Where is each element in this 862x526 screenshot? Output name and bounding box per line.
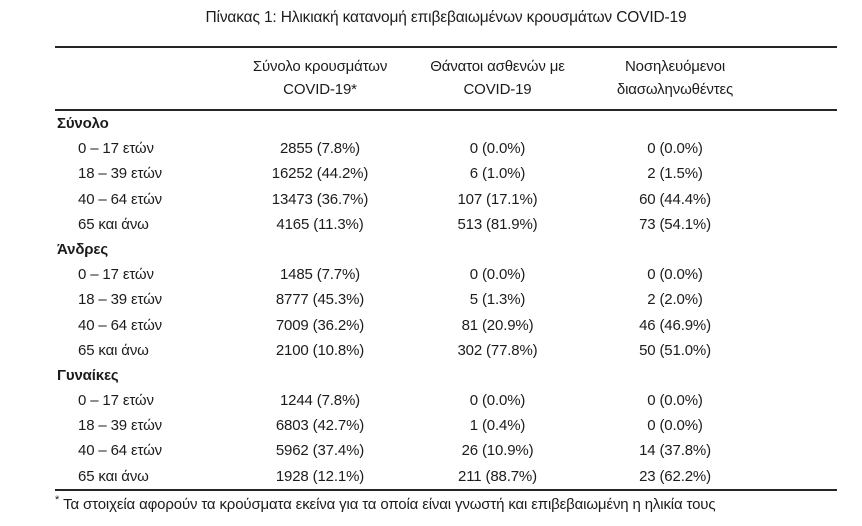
row-label-cell: 0 – 17 ετών <box>78 140 154 158</box>
cases-cell: 2855 (7.8%) <box>279 140 361 158</box>
intubated-cell: 50 (51.0%) <box>639 341 711 359</box>
section-label: Άνδρες <box>57 240 109 258</box>
row-label-cell: 40 – 64 ετών <box>78 316 163 334</box>
table-row <box>55 413 837 438</box>
intubated-cell: 60 (44.4%) <box>639 190 711 208</box>
intubated-cell: 2 (2.0%) <box>647 291 703 309</box>
cases-cell: 8777 (45.3%) <box>275 291 365 309</box>
header-intubated-line2: διασωληνωθέντες <box>616 81 734 98</box>
row-label-cell: 65 και άνω <box>78 341 149 359</box>
row-label-cell: 18 – 39 ετών <box>78 417 163 435</box>
data-table <box>55 46 837 491</box>
row-label-cell: 0 – 17 ετών <box>78 266 154 284</box>
intubated-cell: 0 (0.0%) <box>647 140 703 158</box>
header-cases-line2: COVID-19* <box>283 81 357 98</box>
header-intubated-line1: Νοσηλευόμενοι <box>624 58 726 75</box>
page-title: Πίνακας 1: Ηλικιακή κατανομή επιβεβαιωμένων κρουσμάτων COVID-19 <box>205 9 687 26</box>
table-row <box>55 438 837 463</box>
table-row <box>55 262 837 287</box>
row-label-cell: 0 – 17 ετών <box>78 392 154 410</box>
row-label-cell: 65 και άνω <box>78 467 149 485</box>
intubated-cell: 0 (0.0%) <box>647 266 703 284</box>
cases-cell: 1244 (7.8%) <box>279 392 361 410</box>
intubated-cell: 14 (37.8%) <box>639 442 711 460</box>
table-row <box>55 161 837 186</box>
deaths-cell: 0 (0.0%) <box>469 140 526 158</box>
header-cell-intubated <box>595 55 755 101</box>
cases-cell: 13473 (36.7%) <box>271 190 369 208</box>
table-row <box>55 388 837 413</box>
table-row <box>55 287 837 312</box>
section-label-row <box>55 111 837 136</box>
section-women <box>55 363 837 489</box>
intubated-cell: 2 (1.5%) <box>647 165 703 183</box>
deaths-cell: 6 (1.0%) <box>469 165 526 183</box>
intubated-cell: 0 (0.0%) <box>647 417 703 435</box>
deaths-cell: 0 (0.0%) <box>469 266 526 284</box>
table-row <box>55 187 837 212</box>
section-label: Σύνολο <box>57 115 109 132</box>
deaths-cell: 5 (1.3%) <box>469 291 526 309</box>
section-men <box>55 237 837 363</box>
table-row <box>55 313 837 338</box>
header-deaths-line2: COVID-19 <box>463 81 532 98</box>
table-row <box>55 338 837 363</box>
cases-cell: 6803 (42.7%) <box>275 417 365 435</box>
row-label-cell: 65 και άνω <box>78 215 149 233</box>
section-label-row <box>55 363 837 388</box>
deaths-cell: 81 (20.9%) <box>461 316 534 334</box>
table-row <box>55 212 837 237</box>
header-cases-line1: Σύνολο κρουσμάτων <box>252 58 388 75</box>
section-label-row <box>55 237 837 262</box>
table-row <box>55 136 837 161</box>
row-label-cell: 18 – 39 ετών <box>78 165 163 183</box>
header-cell-deaths <box>400 55 595 101</box>
deaths-cell: 1 (0.4%) <box>469 417 526 435</box>
deaths-cell: 26 (10.9%) <box>461 442 534 460</box>
cases-cell: 4165 (11.3%) <box>276 215 364 233</box>
section-label: Γυναίκες <box>57 366 119 384</box>
intubated-cell: 23 (62.2%) <box>639 467 711 485</box>
footnote-text: Τα στοιχεία αφορούν τα κρούσματα εκείνα για τα οποία είναι γνωστή και επιβεβαιωμένη η ηλικία τους <box>63 495 716 513</box>
deaths-cell: 0 (0.0%) <box>469 392 526 410</box>
footnote <box>55 495 837 515</box>
row-label-cell: 40 – 64 ετών <box>78 442 163 460</box>
footnote-marker: * <box>55 493 60 506</box>
table-row <box>55 464 837 489</box>
header-deaths-line1: Θάνατοι ασθενών με <box>430 58 565 75</box>
cases-cell: 5962 (37.4%) <box>275 442 365 460</box>
deaths-cell: 302 (77.8%) <box>457 341 538 359</box>
header-cell-cases <box>240 55 400 101</box>
cases-cell: 1928 (12.1%) <box>275 467 365 485</box>
intubated-cell: 46 (46.9%) <box>639 316 711 334</box>
cases-cell: 2100 (10.8%) <box>275 341 365 359</box>
header-row <box>55 48 837 111</box>
deaths-cell: 211 (88.7%) <box>458 467 537 485</box>
cases-cell: 1485 (7.7%) <box>279 266 361 284</box>
row-label-cell: 40 – 64 ετών <box>78 190 163 208</box>
deaths-cell: 107 (17.1%) <box>457 190 538 208</box>
row-label-cell: 18 – 39 ετών <box>78 291 163 309</box>
deaths-cell: 513 (81.9%) <box>457 215 538 233</box>
cases-cell: 16252 (44.2%) <box>271 165 369 183</box>
intubated-cell: 0 (0.0%) <box>647 392 703 410</box>
header-cell-spacer <box>755 55 837 101</box>
header-cell-empty <box>55 55 240 101</box>
cases-cell: 7009 (36.2%) <box>275 316 365 334</box>
section-total <box>55 111 837 237</box>
intubated-cell: 73 (54.1%) <box>639 215 711 233</box>
